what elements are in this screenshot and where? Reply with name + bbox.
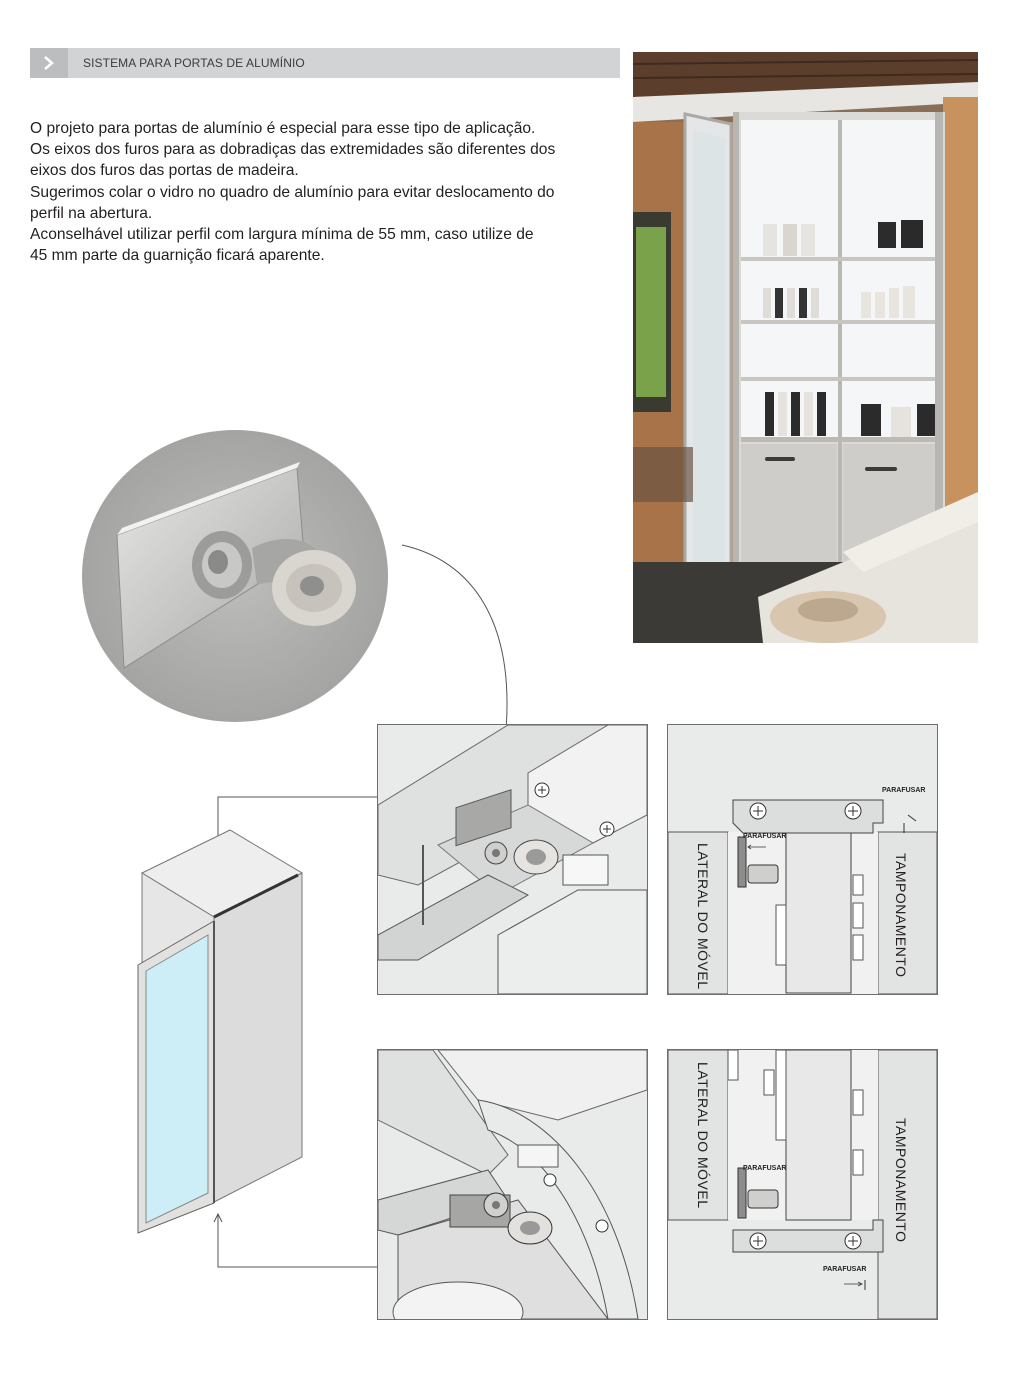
tamponamento-label: TAMPONAMENTO [893,853,909,978]
parafusar-tag: PARAFUSAR [882,787,926,794]
hinge-bottom-perspective-drawing [378,1050,647,1319]
section-title: SISTEMA PARA PORTAS DE ALUMÍNIO [83,56,305,70]
parafusar-tag: PARAFUSAR [743,1165,787,1172]
intro-line: eixos dos furos das portas de madeira. [30,162,299,180]
tamponamento-label: TAMPONAMENTO [893,1118,909,1243]
intro-line: O projeto para portas de alumínio é especial para esse tipo de aplicação. [30,120,536,137]
parafusar-tag: PARAFUSAR [823,1266,867,1273]
detail-top-plan [667,724,938,995]
room-photo [633,52,978,643]
intro-line: Sugerimos colar o vidro no quadro de alumínio para evitar deslocamento do [30,183,555,201]
intro-line: perfil na abertura. [30,204,153,222]
intro-line: Aconselhável utilizar perfil com largura mínima de 55 mm, caso utilize de [30,226,534,244]
detail-bottom-perspective [377,1049,648,1320]
section-header [30,48,620,78]
intro-paragraph [30,118,620,266]
cabinet-isometric-drawing [130,825,310,1240]
zoom-arrow-curve [402,545,507,750]
detail-bottom-plan [667,1049,938,1320]
lateral-do-movel-label: LATERAL DO MÓVEL [695,843,711,990]
screw-head-icon [750,1233,766,1249]
intro-line: 45 mm parte da guarnição ficará aparente. [30,247,325,265]
screw-head-icon [845,1233,861,1249]
chevron-right-icon [42,55,56,71]
detail-top-perspective [377,724,648,995]
lateral-do-movel-label: LATERAL DO MÓVEL [695,1062,711,1209]
intro-line: Os eixos dos furos para as dobradiças das extremidades são diferentes dos [30,141,556,159]
section-bullet [30,48,68,78]
screw-head-icon [845,803,861,819]
screw-head-icon [750,803,766,819]
hinge-zoom-photo [82,430,388,722]
parafusar-tag: PARAFUSAR [743,833,787,840]
hinge-top-perspective-drawing [378,725,647,994]
